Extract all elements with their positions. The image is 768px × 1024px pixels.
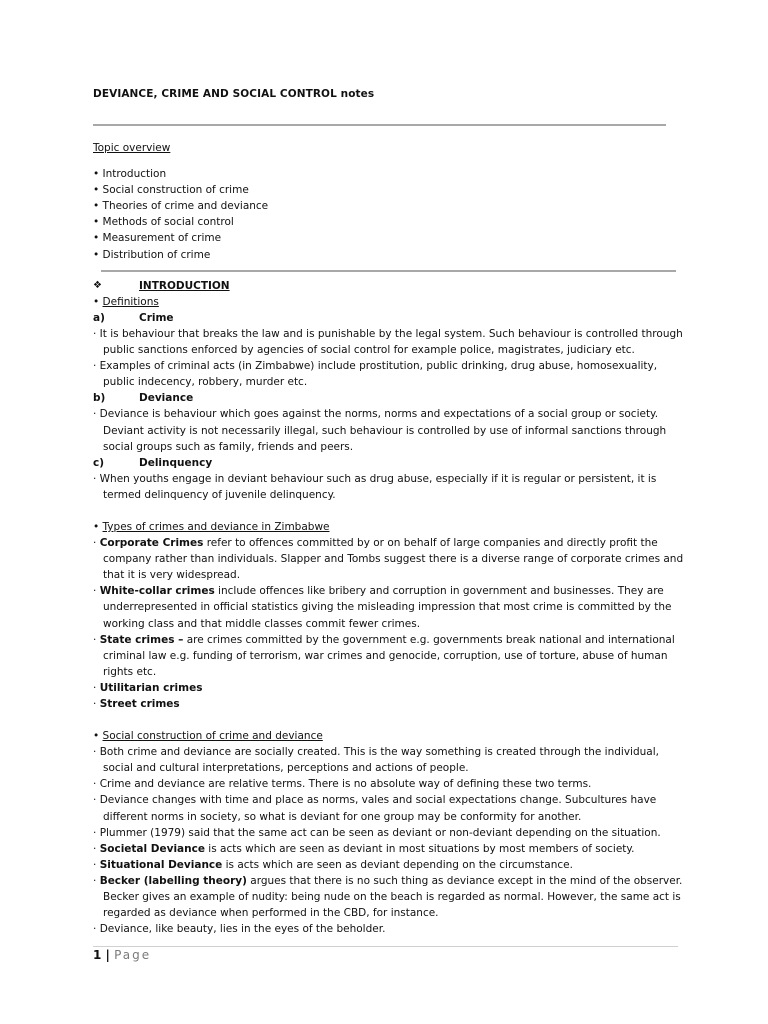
footer-divider bbox=[93, 946, 678, 947]
document-title: DEVIANCE, CRIME AND SOCIAL CONTROL notes bbox=[93, 88, 375, 100]
overview-item: • Methods of social control bbox=[93, 216, 234, 229]
types-item: · Corporate Crimes refer to offences committed by or on behalf of large companies and directly profit the company rather than individuals. Slapper and Tombs suggest there is a diverse range of corporate crimes and that it is very widespread. bbox=[93, 537, 684, 582]
deviance-point: · Deviance is behaviour which goes against the norms, norms and expectations of a social group or society. Deviant activity is not necessarily illegal, such behaviour is controlled by use of informal sanctions through social groups such as family, friends and peers. bbox=[93, 408, 667, 453]
social-construction-item: · Both crime and deviance are socially created. This is the way something is created through the individual, social and cultural interpretations, perceptions and actions of people. bbox=[93, 746, 659, 775]
overview-item: • Measurement of crime bbox=[93, 232, 222, 245]
types-item: · White-collar crimes include offences like bribery and corruption in government and businesses. They are underrepresented in official statistics giving the misleading impression that most crime is committed by the working class and that middle classes commit fewer crimes. bbox=[93, 585, 672, 630]
definitions-heading: • Definitions bbox=[93, 295, 159, 308]
social-construction-heading: • Social construction of crime and deviance bbox=[93, 730, 323, 743]
social-construction-item: · Societal Deviance is acts which are seen as deviant in most situations by most members of society. bbox=[93, 842, 635, 855]
title-divider bbox=[93, 124, 666, 126]
deviance-heading: b) Deviance bbox=[93, 392, 194, 405]
types-item: · Street crimes bbox=[93, 698, 180, 710]
section-divider bbox=[101, 270, 676, 272]
delinquency-point: · When youths engage in deviant behaviour such as drug abuse, especially if it is regular or persistent, it is termed delinquency of juvenile delinquency. bbox=[93, 472, 657, 501]
social-construction-item: · Deviance, like beauty, lies in the eyes of the beholder. bbox=[93, 923, 386, 936]
footer-separator: | bbox=[101, 948, 115, 962]
overview-item: • Theories of crime and deviance bbox=[93, 200, 269, 213]
overview-item: • Distribution of crime bbox=[93, 248, 211, 261]
social-construction-item: · Deviance changes with time and place as norms, vales and social expectations change. Subcultures have different norms in society, so what is deviant for one group may be conformity for another. bbox=[93, 794, 657, 823]
crime-point: · It is behaviour that breaks the law and is punishable by the legal system. Such behaviour is controlled through public sanctions enforced by agencies of social control for example police, magistrates, judiciary etc. bbox=[93, 327, 683, 357]
social-construction-item: · Situational Deviance is acts which are seen as deviant depending on the circumstance. bbox=[93, 858, 573, 871]
crime-heading: a) Crime bbox=[93, 311, 174, 324]
social-construction-item: · Becker (labelling theory) argues that there is no such thing as deviance except in the mind of the observer. Becker gives an example of nudity: being nude on the beach is regarded as normal. However, the same act is regarded as deviance when performed in the CBD, for instance. bbox=[93, 874, 683, 920]
introduction-heading: INTRODUCTION bbox=[139, 279, 230, 292]
overview-heading: Topic overview bbox=[93, 142, 171, 154]
delinquency-heading: c) Delinquency bbox=[93, 456, 213, 469]
page-word: Page bbox=[114, 948, 152, 962]
page-footer bbox=[93, 948, 151, 962]
overview-item: • Social construction of crime bbox=[93, 184, 249, 197]
overview-item: • Introduction bbox=[93, 168, 167, 181]
social-construction-item: · Plummer (1979) said that the same act can be seen as deviant or non-deviant depending on the situation. bbox=[93, 826, 661, 839]
document-body bbox=[93, 140, 688, 937]
social-construction-item: · Crime and deviance are relative terms. There is no absolute way of defining these two terms. bbox=[93, 778, 592, 791]
types-item: · State crimes – are crimes committed by the government e.g. governments break national and international criminal law e.g. funding of terrorism, war crimes and genocide, corruption, use of torture, abuse of human rights etc. bbox=[93, 633, 675, 678]
page-number: 1 bbox=[93, 948, 102, 962]
crime-point: · Examples of criminal acts (in Zimbabwe) include prostitution, public drinking, drug abuse, homosexuality, public indecency, robbery, murder etc. bbox=[93, 360, 658, 389]
types-item: · Utilitarian crimes bbox=[93, 681, 203, 694]
types-heading: • Types of crimes and deviance in Zimbabwe bbox=[93, 520, 330, 533]
diamond-bullet-icon: ❖ bbox=[93, 279, 102, 291]
introduction-heading-row bbox=[93, 278, 688, 294]
